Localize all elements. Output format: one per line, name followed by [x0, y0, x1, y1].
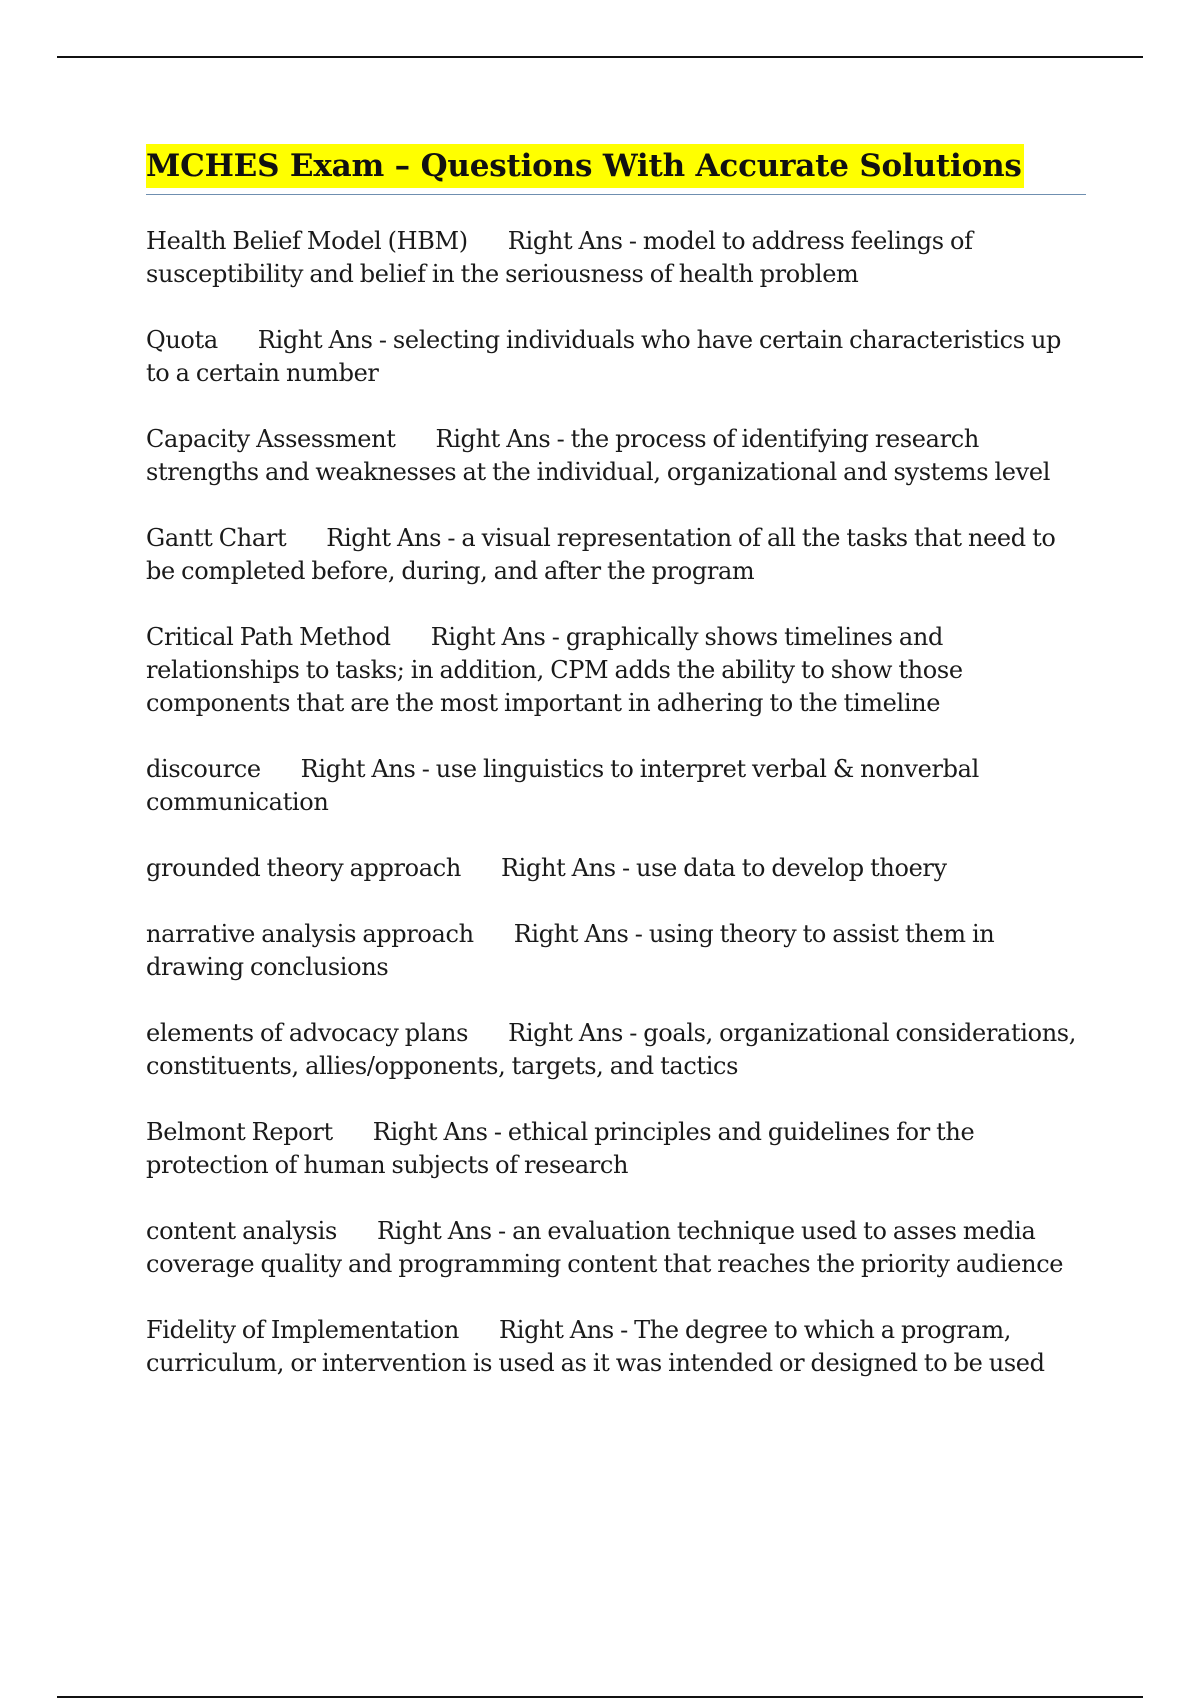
header-rule [57, 56, 1143, 58]
qa-term: elements of advocacy plans [146, 1019, 469, 1047]
qa-term: Gantt Chart [146, 524, 287, 552]
qa-answer: Right Ans - using theory to assist them in drawing conclusions [146, 920, 995, 981]
qa-term: content analysis [146, 1217, 337, 1245]
qa-item [146, 324, 1086, 390]
qa-item [146, 1215, 1086, 1281]
qa-item [146, 1314, 1086, 1380]
qa-answer: Right Ans - model to address feelings of susceptibility and belief in the seriousness of health problem [146, 227, 973, 288]
qa-term: discource [146, 755, 261, 783]
qa-term: Fidelity of Implementation [146, 1316, 460, 1344]
qa-item [146, 522, 1086, 588]
qa-item [146, 753, 1086, 819]
qa-answer: Right Ans - a visual representation of all the tasks that need to be completed before, during, and after the program [146, 524, 1056, 585]
qa-term: narrative analysis approach [146, 920, 474, 948]
qa-item [146, 423, 1086, 489]
qa-answer: Right Ans - use data to develop thoery [500, 854, 947, 882]
qa-term: Belmont Report [146, 1118, 333, 1146]
qa-term: Capacity Assessment [146, 425, 396, 453]
qa-item [146, 225, 1086, 291]
qa-answer: Right Ans - use linguistics to interpret verbal & nonverbal communication [146, 755, 979, 816]
page-title: MCHES Exam – Questions With Accurate Solutions [146, 144, 1024, 188]
page-content [146, 144, 1086, 1413]
qa-answer: Right Ans - ethical principles and guidelines for the protection of human subjects of research [146, 1118, 975, 1179]
qa-answer: Right Ans - goals, organizational considerations, constituents, allies/opponents, targets, and tactics [146, 1019, 1077, 1080]
qa-answer: Right Ans - selecting individuals who have certain characteristics up to a certain number [146, 326, 1062, 387]
qa-item [146, 852, 1086, 885]
qa-answer: Right Ans - The degree to which a program, curriculum, or intervention is used as it was intended or designed to be used [146, 1316, 1045, 1377]
qa-item [146, 918, 1086, 984]
qa-term: Quota [146, 326, 218, 354]
qa-item [146, 1116, 1086, 1182]
qa-item [146, 621, 1086, 720]
qa-term: Health Belief Model (HBM) [146, 227, 468, 255]
title-block [146, 144, 1086, 195]
qa-answer: Right Ans - graphically shows timelines and relationships to tasks; in addition, CPM adds the ability to show those components that are the most important in adhering to the timeline [146, 623, 963, 717]
qa-term: grounded theory approach [146, 854, 461, 882]
footer-rule [57, 1696, 1143, 1698]
qa-answer: Right Ans - an evaluation technique used to asses media coverage quality and programming content that reaches the priority audience [146, 1217, 1064, 1278]
qa-answer: Right Ans - the process of identifying research strengths and weaknesses at the individual, organizational and systems level [146, 425, 1051, 486]
qa-item [146, 1017, 1086, 1083]
qa-list [146, 225, 1086, 1380]
qa-term: Critical Path Method [146, 623, 391, 651]
